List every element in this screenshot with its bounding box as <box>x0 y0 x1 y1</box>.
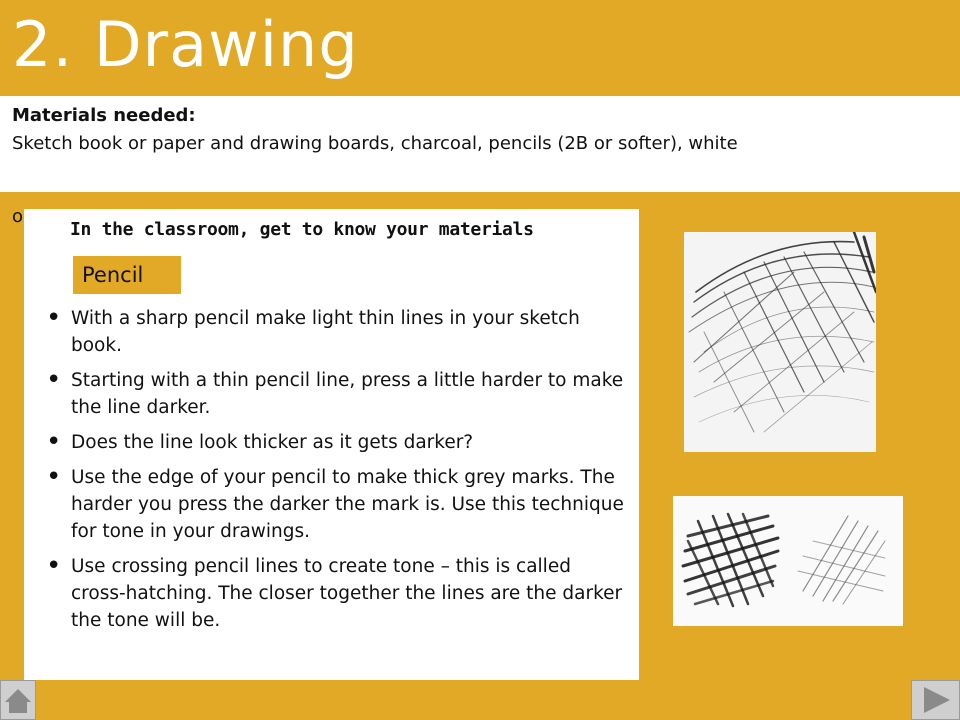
bullet-item <box>46 305 631 359</box>
bullet-text: With a sharp pencil make light thin lines in your sketch book. <box>71 308 580 356</box>
pencil-tag: Pencil <box>73 256 181 294</box>
bullet-list <box>46 297 631 634</box>
panel-title: In the classroom, get to know your materials <box>70 219 534 240</box>
slide-title: 2. Drawing <box>12 8 359 81</box>
bullet-text: Use the edge of your pencil to make thick grey marks. The harder you press the darker the mark is. Use this technique for tone in your drawings. <box>71 467 624 542</box>
materials-box <box>0 96 960 192</box>
bullet-text: Does the line look thicker as it gets darker? <box>71 432 474 453</box>
bullet-dot-icon: • <box>46 303 62 333</box>
pencil-lines-image <box>684 232 876 452</box>
bullet-text: Use crossing pencil lines to create tone – this is called cross-hatching. The closer together the lines are the darker the tone will be. <box>71 556 623 631</box>
bullet-dot-icon: • <box>46 462 62 492</box>
cross-hatching-image <box>673 496 903 626</box>
next-slide-button[interactable] <box>911 680 960 720</box>
bullet-dot-icon: • <box>46 427 62 457</box>
bullet-item <box>46 429 631 456</box>
materials-text: Sketch book or paper and drawing boards, charcoal, pencils (2B or softer), white <box>12 133 738 154</box>
bullet-item <box>46 367 631 421</box>
bullet-item <box>46 464 631 545</box>
play-next-icon <box>912 681 959 719</box>
home-icon <box>1 681 35 719</box>
bullet-item <box>46 553 631 634</box>
bullet-text: Starting with a thin pencil line, press a little harder to make the line darker. <box>71 370 624 418</box>
bullet-dot-icon: • <box>46 551 62 581</box>
bullet-dot-icon: • <box>46 365 62 395</box>
home-button[interactable] <box>0 680 36 720</box>
materials-overflow-text: o <box>12 206 24 227</box>
activity-panel <box>24 209 639 680</box>
materials-heading: Materials needed: <box>12 105 196 126</box>
